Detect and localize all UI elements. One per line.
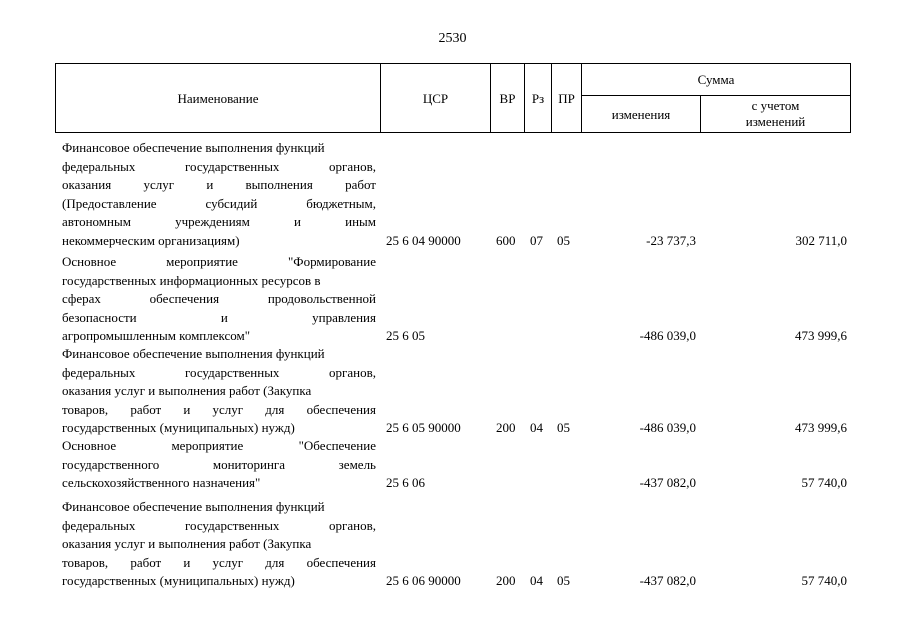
row-total-amount: 302 711,0 (795, 232, 847, 248)
row-name-word: услуг (212, 401, 244, 417)
header-name: Наименование (177, 91, 259, 106)
row-name-word: сферах (62, 291, 101, 306)
row-name-word: органов, (329, 158, 376, 174)
row-name-word: и (220, 309, 228, 325)
row-name-word: услуг (212, 554, 244, 570)
row-change-amount: -486 039,0 (639, 420, 696, 435)
row-vr: 600 (496, 232, 516, 248)
row-name-word: органов, (329, 364, 376, 380)
row-total-amount: 57 740,0 (801, 573, 847, 588)
row-pr: 05 (557, 232, 570, 248)
row-name-word: государственного (62, 456, 160, 472)
row-name-line: оказания услуг и выполнения работ (Закупка (62, 536, 312, 551)
row-change-amount: -437 082,0 (639, 573, 696, 588)
row-name-word: мероприятие (166, 254, 238, 269)
sum-subheader-rule (581, 95, 851, 96)
row-name-word: (Предоставление (62, 195, 157, 211)
header-with-changes-line1: с учетом (751, 98, 800, 113)
row-name-line: оказания услуг и выполнения работ (Закупка (62, 383, 312, 398)
row-csr: 25 6 05 (386, 328, 425, 343)
header-with-changes-line2: изменений (745, 114, 806, 129)
row-vr: 200 (496, 573, 516, 588)
row-name-line: Финансовое обеспечение выполнения функций (62, 346, 325, 361)
row-csr: 25 6 04 90000 (386, 232, 461, 248)
header-sum: Сумма (697, 72, 735, 87)
row-name-word: выполнения (245, 177, 313, 192)
row-name-line: сельскохозяйственного назначения" (62, 475, 261, 490)
row-change-amount: -23 737,3 (646, 232, 696, 248)
row-name-word: автономным (62, 214, 131, 229)
row-csr: 25 6 05 90000 (386, 420, 461, 435)
row-name-line: агропромышленным комплексом" (62, 328, 251, 343)
row-total-amount: 473 999,6 (795, 328, 847, 343)
row-name-word: государственных (185, 158, 280, 174)
row-name-word: и (206, 177, 214, 192)
row-name-line: Финансовое обеспечение выполнения функций (62, 499, 325, 514)
row-name-word: государственных (185, 517, 280, 533)
row-rz: 04 (530, 573, 543, 588)
row-change-amount: -437 082,0 (639, 475, 696, 490)
row-name-word: и (294, 214, 301, 229)
row-name-word: мониторинга (212, 456, 286, 472)
header-csr: ЦСР (422, 91, 449, 106)
header-change: изменения (611, 107, 671, 122)
page-number: 2530 (438, 31, 467, 46)
row-name-word: услуг (143, 177, 175, 192)
row-name-word: работ (130, 554, 162, 570)
row-name-word: оказания (62, 177, 112, 192)
row-name-word: государственных (185, 364, 280, 380)
header-bottom-rule (55, 132, 851, 133)
row-name-word: "Формирование (288, 254, 376, 269)
row-name-word: органов, (329, 517, 376, 533)
row-name-word: иным (345, 214, 376, 229)
row-name-word: Основное (62, 438, 117, 453)
row-total-amount: 57 740,0 (801, 475, 847, 490)
row-name-word: для (265, 401, 285, 417)
row-name-word: продовольственной (267, 291, 376, 306)
row-name-line: государственных (муниципальных) нужд) (62, 420, 295, 435)
row-name-word: Основное (62, 254, 117, 269)
row-name-word: обеспечения (149, 291, 220, 306)
row-name-line: государственных информационных ресурсов в (62, 272, 321, 288)
row-name-word: управления (312, 309, 376, 325)
row-name-word: работ (345, 177, 376, 192)
row-name-word: безопасности (62, 309, 137, 325)
header-rz: Рз (531, 91, 545, 106)
row-name-word: федеральных (62, 364, 136, 380)
row-name-word: обеспечения (306, 554, 376, 570)
row-name-word: учреждениям (175, 214, 250, 229)
row-name-word: мероприятие (171, 438, 244, 453)
header-top-rule (55, 63, 851, 64)
row-name-word: обеспечения (306, 401, 376, 417)
header-vr: ВР (499, 91, 516, 106)
row-total-amount: 473 999,6 (795, 420, 847, 435)
row-rz: 07 (530, 232, 543, 248)
row-name-word: федеральных (62, 158, 136, 174)
row-name-word: товаров, (62, 554, 109, 570)
row-name-line: государственных (муниципальных) нужд) (62, 573, 295, 588)
row-csr: 25 6 06 90000 (386, 573, 461, 588)
row-name-word: субсидий (205, 195, 258, 211)
row-name-line: Финансовое обеспечение выполнения функций (62, 140, 325, 155)
row-name-word: и (183, 401, 191, 417)
row-pr: 05 (557, 420, 570, 435)
col-divider-right (850, 63, 851, 133)
row-name-word: бюджетным, (306, 195, 376, 211)
row-pr: 05 (557, 573, 570, 588)
row-name-word: товаров, (62, 401, 109, 417)
row-name-line: некоммерческим организациям) (62, 232, 240, 248)
row-name-word: "Обеспечение (298, 438, 376, 453)
row-change-amount: -486 039,0 (639, 328, 696, 343)
row-vr: 200 (496, 420, 516, 435)
row-name-word: работ (130, 401, 162, 417)
row-name-word: и (183, 554, 191, 570)
row-name-word: земель (338, 456, 376, 472)
row-csr: 25 6 06 (386, 475, 425, 490)
header-pr: ПР (558, 91, 575, 106)
row-name-word: федеральных (62, 517, 136, 533)
row-rz: 04 (530, 420, 543, 435)
row-name-word: для (265, 554, 285, 570)
